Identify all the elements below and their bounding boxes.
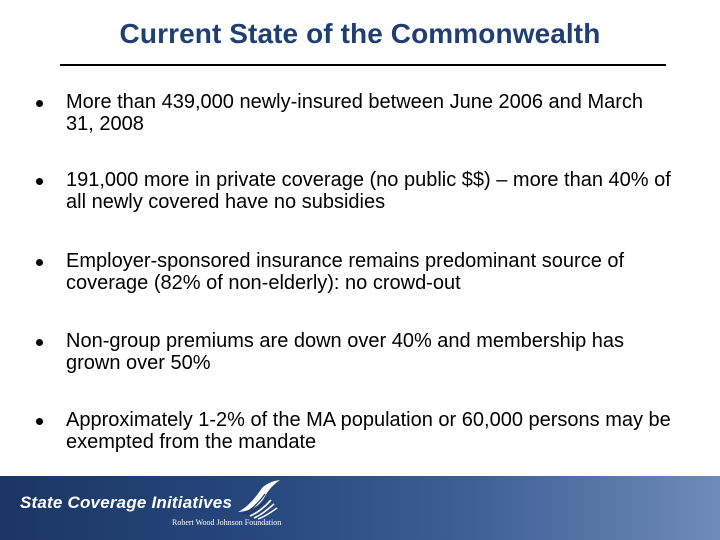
bullet-dot-icon (36, 178, 43, 185)
bullet-dot-icon (36, 100, 43, 107)
bullet-dot-icon (36, 418, 43, 425)
footer-banner (0, 476, 720, 540)
bullet-text: Approximately 1-2% of the MA population or 60,000 persons may be exempted from the mandate (66, 409, 671, 453)
foundation-name: Robert Wood Johnson Foundation (172, 518, 282, 527)
bullet-text: More than 439,000 newly-insured between June 2006 and March 31, 2008 (66, 91, 644, 135)
footer-brand-name: State Coverage Initiatives (20, 493, 233, 512)
bullet-text: Employer-sponsored insurance remains predominant source of coverage (82% of non-elderly): no crowd-out (66, 250, 625, 294)
slide-title: Current State of the Commonwealth (119, 18, 601, 49)
title-divider (60, 64, 666, 66)
bullet-dot-icon (36, 259, 43, 266)
bullet-text: 191,000 more in private coverage (no public $$) – more than 40% of all newly covered have no subsidies (66, 169, 671, 213)
bullet-dot-icon (36, 339, 43, 346)
eagle-wing-logo-icon (232, 478, 284, 522)
bullet-text: Non-group premiums are down over 40% and membership has grown over 50% (66, 330, 625, 374)
